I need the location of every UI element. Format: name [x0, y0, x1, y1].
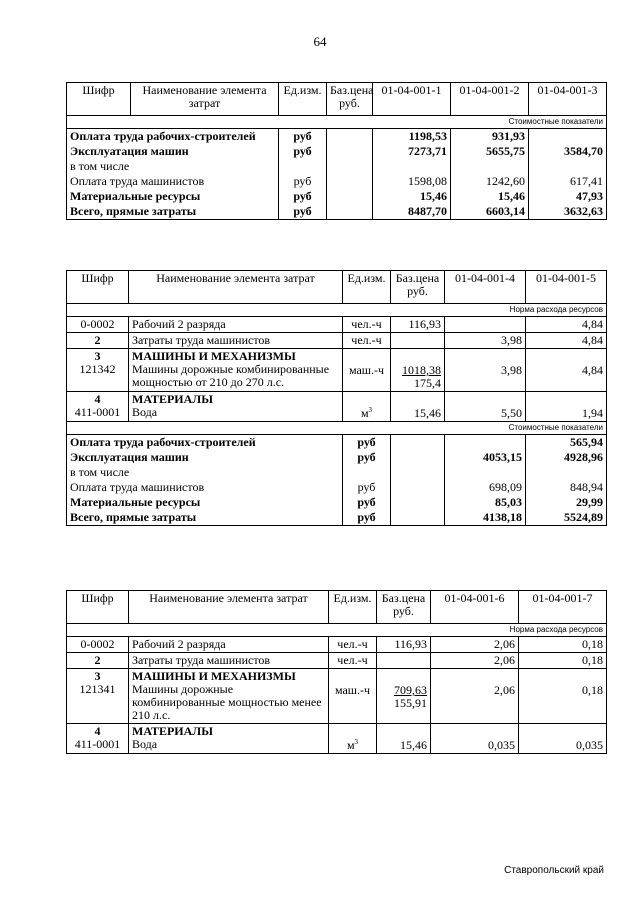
row-value: 29,99 — [526, 495, 607, 510]
table-row — [67, 724, 607, 754]
section-label: Норма расхода ресурсов — [67, 624, 607, 637]
row-unit: руб — [343, 510, 391, 526]
row-value: 2,06 — [431, 669, 519, 724]
row-unit: $м^3$ — [329, 724, 377, 754]
row-value: 3,98 — [445, 349, 526, 392]
row-price-sub: 175,4 — [414, 376, 441, 390]
table-row — [67, 129, 607, 145]
table-row — [67, 174, 607, 189]
row-code: 0-0002 — [67, 317, 129, 333]
row-value: 47,93 — [529, 189, 607, 204]
row-name: Рабочий 2 разряда — [129, 637, 329, 653]
row-name: Оплата труда рабочих-строителей — [67, 129, 279, 145]
row-price — [391, 333, 445, 349]
header-base-price: Баз.цена руб. — [327, 83, 373, 116]
row-value: 848,94 — [526, 480, 607, 495]
table-row — [67, 480, 607, 495]
header-col-1: 01-04-001-6 — [431, 591, 519, 624]
table-row — [67, 510, 607, 526]
row-value: 5655,75 — [451, 144, 529, 159]
cost-table-2 — [66, 270, 607, 526]
row-code-group: 3 — [94, 669, 101, 683]
header-code: Шифр — [67, 83, 131, 116]
table-row — [67, 349, 607, 392]
row-value: 4053,15 — [445, 450, 526, 465]
header-base-price: Баз.цена руб. — [377, 591, 431, 624]
row-name: Материальные ресурсы — [67, 495, 343, 510]
row-price: 15,46 — [377, 724, 431, 754]
row-name: Машины дорожные комбинированные мощностью менее 210 л.с. — [132, 682, 322, 722]
header-code: Шифр — [67, 591, 129, 624]
row-name: Затраты труда машинистов — [129, 653, 329, 669]
row-value: 617,41 — [529, 174, 607, 189]
row-value: 1,94 — [526, 392, 607, 422]
cost-table-3 — [66, 590, 607, 754]
header-col-1: 01-04-001-1 — [373, 83, 451, 116]
row-name: Всего, прямые затраты — [67, 510, 343, 526]
table-row — [67, 333, 607, 349]
row-value: 698,09 — [445, 480, 526, 495]
row-code: 411-0001 — [74, 405, 121, 419]
row-group-name: МАШИНЫ И МЕХАНИЗМЫ — [132, 349, 296, 363]
row-price: 15,46 — [391, 392, 445, 422]
row-value: 3584,70 — [529, 144, 607, 159]
header-name: Наименование элемента затрат — [129, 271, 343, 304]
row-value — [445, 435, 526, 451]
row-unit: $м^3$ — [343, 392, 391, 422]
row-name: Эксплуатация машин — [67, 450, 343, 465]
header-unit: Ед.изм. — [343, 271, 391, 304]
row-unit: руб — [343, 450, 391, 465]
section-label: Стоимостные показатели — [67, 422, 607, 435]
row-name: Материальные ресурсы — [67, 189, 279, 204]
row-value: 0,18 — [519, 637, 607, 653]
row-group-name: МАТЕРИАЛЫ — [132, 392, 213, 406]
row-name: Эксплуатация машин — [67, 144, 279, 159]
table-row — [67, 450, 607, 465]
row-value: 4,84 — [526, 317, 607, 333]
row-value: 15,46 — [373, 189, 451, 204]
row-value: 3,98 — [445, 333, 526, 349]
header-col-1: 01-04-001-4 — [445, 271, 526, 304]
table-header-row — [67, 83, 607, 116]
row-price-sub: 155,91 — [394, 696, 427, 710]
table-row — [67, 653, 607, 669]
table-row — [67, 637, 607, 653]
row-price — [377, 653, 431, 669]
header-unit: Ед.изм. — [279, 83, 327, 116]
header-unit: Ед.изм. — [329, 591, 377, 624]
row-unit: руб — [279, 129, 327, 145]
row-unit: руб — [279, 144, 327, 159]
row-price: 709,63 — [394, 683, 427, 697]
row-value: 2,06 — [431, 637, 519, 653]
row-unit: руб — [343, 435, 391, 451]
row-value: 4,84 — [526, 333, 607, 349]
table-row — [67, 317, 607, 333]
header-base-price: Баз.цена руб. — [391, 271, 445, 304]
row-code: 121341 — [79, 682, 116, 696]
table-row — [67, 189, 607, 204]
row-code: 0-0002 — [67, 637, 129, 653]
row-value: 8487,70 — [373, 204, 451, 220]
row-value: 4138,18 — [445, 510, 526, 526]
table-header-row — [67, 591, 607, 624]
row-code: 2 — [67, 333, 129, 349]
row-value: 3632,63 — [529, 204, 607, 220]
row-unit: руб — [343, 480, 391, 495]
row-name: Оплата труда машинистов — [67, 480, 343, 495]
row-value — [529, 129, 607, 145]
section-label: Норма расхода ресурсов — [67, 304, 607, 317]
row-unit: руб — [279, 189, 327, 204]
row-value: 1198,53 — [373, 129, 451, 145]
row-code-group: 3 — [94, 349, 101, 363]
row-group-name: МАТЕРИАЛЫ — [132, 724, 213, 738]
row-unit: чел.-ч — [343, 333, 391, 349]
row-name: Вода — [132, 405, 158, 419]
row-name: Оплата труда машинистов — [67, 174, 279, 189]
row-code: 2 — [67, 653, 129, 669]
row-value: 2,06 — [431, 653, 519, 669]
row-value — [445, 317, 526, 333]
table-row — [67, 495, 607, 510]
header-col-3: 01-04-001-3 — [529, 83, 607, 116]
header-col-2: 01-04-001-2 — [451, 83, 529, 116]
row-unit: руб — [279, 204, 327, 220]
row-value: 0,035 — [519, 724, 607, 754]
row-unit: чел.-ч — [329, 653, 377, 669]
table-row — [67, 465, 607, 480]
header-col-2: 01-04-001-5 — [526, 271, 607, 304]
row-unit: маш.-ч — [329, 669, 377, 724]
header-name: Наименование элемента затрат — [131, 83, 279, 116]
row-value: 0,18 — [519, 653, 607, 669]
row-name: Вода — [132, 737, 158, 751]
row-value: 4928,96 — [526, 450, 607, 465]
row-value: 4,84 — [526, 349, 607, 392]
header-code: Шифр — [67, 271, 129, 304]
header-col-2: 01-04-001-7 — [519, 591, 607, 624]
row-value: 15,46 — [451, 189, 529, 204]
row-value: 931,93 — [451, 129, 529, 145]
header-name: Наименование элемента затрат — [129, 591, 329, 624]
table-header-row — [67, 271, 607, 304]
row-name: Машины дорожные комбинированные мощностью от 210 до 270 л.с. — [132, 362, 330, 389]
row-price: 116,93 — [391, 317, 445, 333]
section-label: Стоимостные показатели — [67, 116, 607, 129]
cost-table-1 — [66, 82, 607, 220]
row-code-group: 4 — [94, 392, 101, 406]
row-value: 85,03 — [445, 495, 526, 510]
row-value: 5,50 — [445, 392, 526, 422]
row-name: в том числе — [67, 159, 279, 174]
row-name: Рабочий 2 разряда — [129, 317, 343, 333]
row-code: 411-0001 — [74, 737, 121, 751]
row-unit: чел.-ч — [329, 637, 377, 653]
table-row — [67, 204, 607, 220]
row-code-group: 4 — [94, 724, 101, 738]
footer-region: Ставропольский край — [504, 865, 604, 876]
row-unit: чел.-ч — [343, 317, 391, 333]
row-group-name: МАШИНЫ И МЕХАНИЗМЫ — [132, 669, 296, 683]
row-unit: руб — [279, 174, 327, 189]
row-name: Затраты труда машинистов — [129, 333, 343, 349]
row-value: 0,18 — [519, 669, 607, 724]
page-number: 64 — [313, 34, 327, 49]
row-name: в том числе — [67, 465, 343, 480]
row-value: 1242,60 — [451, 174, 529, 189]
table-row — [67, 392, 607, 422]
table-row — [67, 669, 607, 724]
table-row — [67, 159, 607, 174]
row-name: Оплата труда рабочих-строителей — [67, 435, 343, 451]
table-row — [67, 144, 607, 159]
table-row — [67, 435, 607, 451]
row-value: 6603,14 — [451, 204, 529, 220]
row-value: 0,035 — [431, 724, 519, 754]
row-value: 1598,08 — [373, 174, 451, 189]
row-price: 116,93 — [377, 637, 431, 653]
row-price: 1018,38 — [402, 363, 441, 377]
row-name: Всего, прямые затраты — [67, 204, 279, 220]
row-code: 121342 — [79, 362, 116, 376]
row-value: 565,94 — [526, 435, 607, 451]
row-unit: руб — [343, 495, 391, 510]
row-unit: маш.-ч — [343, 349, 391, 392]
row-value: 7273,71 — [373, 144, 451, 159]
row-value: 5524,89 — [526, 510, 607, 526]
